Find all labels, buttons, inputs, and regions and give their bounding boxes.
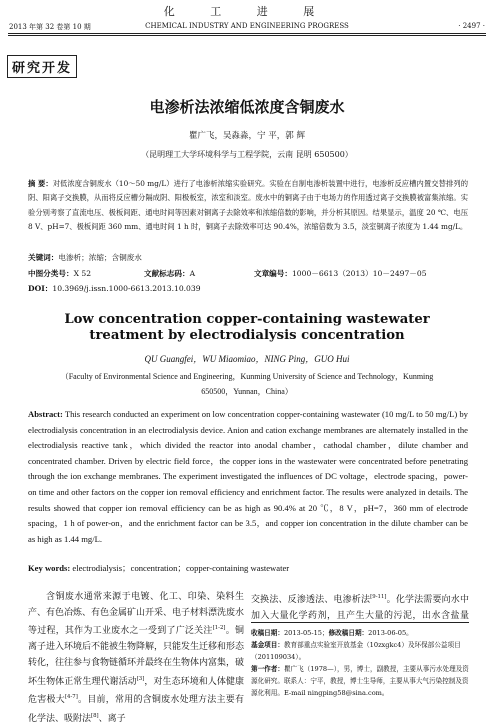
- article-id-label: 文章编号：: [254, 269, 292, 278]
- received-label: 收稿日期：: [251, 629, 284, 637]
- body-text: 。铜离子进入环境后不能被生物降解，只能发生迁移和形态转化，往往参与食物链循环并最终在生物体内富集，破坏生物体正常生理代谢活动: [28, 626, 245, 687]
- fund-label: 基金项目：: [251, 641, 284, 649]
- footnote: [251, 627, 469, 699]
- issue-info: 2013 年第 32 卷第 10 期: [9, 23, 91, 31]
- body-text: ，对生态环境和人体健康危害极大: [28, 676, 244, 706]
- body-right-column: [251, 590, 469, 622]
- article-id: 1000－6613（2013）10－2497－05: [291, 269, 427, 278]
- journal-name: 化 工 进 展: [163, 5, 331, 18]
- abstract-chinese-text: 对低浓度含铜废水（10～50 mg/L）进行了电渗析浓缩实验研究。实验在自制电渗析装置中进行，电渗析反应槽内置交替排列的阴、阳离子交换膜，从而将反应槽分隔成阴、阳极板室，浓室和淡室。废水中的铜离子由于电场力的作用透过离子交换膜被富集浓缩。实验分别考察了直流电压、极板间距、通电时间等因素对铜离子去除效率和浓缩倍数的影响，并分析其原因。结果显示，温度 20 ℃、电压 8 V、pH=7、极板间距 360 mm、通电时间 1 h 时，铜离子去除效率可达 90.4%，浓缩倍数为 3.5，淡室铜离子浓度为 1.44 mg/L。: [28, 179, 468, 231]
- citation[interactable]: [3]: [136, 675, 145, 682]
- body-text: 。目前，常用的含铜废水处理方法主要有化学法、吸附法: [28, 695, 244, 724]
- keywords-chinese-text: 电渗析；浓缩；含铜废水: [58, 253, 142, 262]
- keywords-english-label: Key words:: [28, 563, 71, 573]
- footnote-fund: [251, 639, 469, 663]
- abstract-chinese-label: 摘 要：: [28, 179, 53, 188]
- footnote-author: [251, 663, 469, 699]
- journal-english-name: CHEMICAL INDUSTRY AND ENGINEERING PROGRESS: [145, 22, 349, 30]
- doc-code-label: 文献标志码：: [144, 269, 190, 278]
- doi-line: [28, 283, 201, 294]
- doi-label: DOI：: [28, 284, 53, 293]
- citation[interactable]: [8]: [91, 712, 99, 719]
- author-text: 瞿广飞（1978—），男，博士，副教授，主要从事污水处理及资源化研究。联系人：宁平，教授，博士生导师，主要从事大气污染控制及资源化利用。E-mail ningping58@sina.com。: [251, 665, 469, 697]
- citation[interactable]: [4-7]: [64, 694, 78, 701]
- citation[interactable]: [1-2]: [212, 625, 226, 632]
- abstract-chinese: [28, 177, 468, 234]
- revised-date: 2013-06-05。: [368, 629, 413, 637]
- body-text: 交换法、反渗透法、电渗析法: [251, 595, 371, 605]
- keywords-english-text: electrodialysis；concentration；copper-containing wastewater: [72, 563, 290, 573]
- footnote-dates: [251, 627, 469, 639]
- title-english-text: Low concentration copper-containing wastewater treatment by electrodialysis concentration: [64, 312, 430, 343]
- header-rule: [8, 33, 486, 34]
- abstract-english-text: This research conducted an experiment on low concentration copper-containing wastewater (10 mg/L to 50 mg/L) by electrodialysis concentration in an electrodialysis device. Anion and cation exchange membranes are alternately installed in the electrodialysis reactive tank，which divided the reactor into anodal chamber，cathodal chamber，dilute chamber and concentrated chamber. Driven by electric field force，the copper ions in the wastewater were concentrated before penetrating through the ion exchange membranes. The experiment investigated the influences of DC voltage，electrode spacing，power-on time and other factors on the copper ion removal efficiency and enrichment factor. The results were analyzed in details. The results showed that copper ion removal efficiency can be as high as 90.4% at 20 ℃，8 V，pH=7，360 mm of electrode spacing，1 h of power-on，and the enrichment factor can be 3.5，and copper ion concentration in the dilute chamber can be as high as 1.44 mg/L.: [28, 409, 468, 544]
- keywords-english: [28, 562, 289, 574]
- affiliation-english-line2: 650500，Yunnan，China）: [201, 387, 293, 396]
- header-rule-thin: [8, 35, 486, 36]
- clc-number: X 52: [73, 269, 92, 278]
- authors-chinese: 瞿广飞，吴淼淼，宁 平，郭 辉: [189, 131, 305, 141]
- footnote-rule: [251, 622, 469, 623]
- affiliation-english-line1: （Faculty of Environmental Science and Engineering，Kunming University of Science and Technology，Kunming: [60, 372, 434, 381]
- body-text: 含铜废水通常来源于电镀、化工、印染、染料生产、有色冶炼、有色金属矿山开采、电子材料漂洗废水等过程，其作为工业废水之一受到了广泛关注: [28, 592, 245, 637]
- keywords-chinese: [28, 252, 142, 263]
- authors-english: QU Guangfei，WU Miaomiao，NING Ping，GUO Hui: [144, 354, 350, 364]
- received-date: 2013-05-15；: [283, 629, 329, 637]
- title-chinese: 电渗析法浓缩低浓度含铜废水: [149, 98, 345, 116]
- keywords-chinese-label: 关键词：: [28, 253, 59, 262]
- citation[interactable]: [9-11]: [370, 594, 387, 600]
- fund-text: 教育部重点实验室开放基金（10zxgkc4）及环保部公益项目（201109034）。: [251, 641, 461, 661]
- doc-code: A: [189, 269, 196, 278]
- clc-label: 中图分类号：: [28, 269, 74, 278]
- doi-value[interactable]: 10.3969/j.issn.1000-6613.2013.10.039: [52, 284, 201, 293]
- title-english: [0, 312, 494, 344]
- page-number: · 2497 ·: [458, 22, 485, 30]
- author-label: 第一作者：: [251, 665, 284, 673]
- revised-label: 修改稿日期：: [328, 629, 369, 637]
- body-left-column: [28, 590, 244, 728]
- section-label: 研究开发: [7, 55, 77, 78]
- abstract-english: [28, 407, 468, 547]
- affiliation-chinese: （昆明理工大学环境科学与工程学院，云南 昆明 650500）: [141, 150, 353, 159]
- body-text: 。化学法需要向水中加入大量化学药剂，且产生大量的污泥，出水含盐量: [251, 595, 469, 621]
- body-text: 、离子: [98, 713, 126, 724]
- abstract-english-label: Abstract:: [28, 409, 63, 419]
- affiliation-english: [0, 369, 494, 399]
